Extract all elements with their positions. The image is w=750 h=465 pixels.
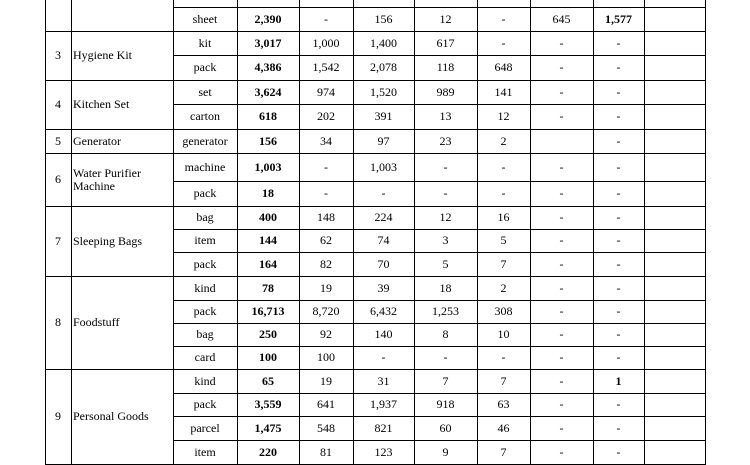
value-cell: 12 xyxy=(439,11,452,26)
value-cell: - xyxy=(616,109,621,123)
value-cell: - xyxy=(559,327,564,341)
value-cell: - xyxy=(616,60,621,74)
value-cell: - xyxy=(616,186,621,200)
item-number: 3 xyxy=(55,48,61,62)
unit-cell: kit xyxy=(198,35,212,50)
total-cell: 18 xyxy=(262,186,274,200)
value-cell: 2 xyxy=(500,133,507,148)
value-cell: 123 xyxy=(374,444,393,459)
total-cell: 164 xyxy=(259,256,277,271)
table-vertical-rule xyxy=(705,0,706,464)
item-name: Foodstuff xyxy=(73,315,120,329)
value-cell: 8,720 xyxy=(312,304,340,318)
value-cell: 23 xyxy=(439,133,452,148)
value-cell: 202 xyxy=(317,109,335,123)
value-cell: - xyxy=(443,350,448,364)
value-cell: 70 xyxy=(377,256,390,271)
value-cell: - xyxy=(559,60,564,74)
value-cell: 3 xyxy=(442,233,449,247)
value-cell: 141 xyxy=(494,84,513,99)
value-cell: - xyxy=(443,186,448,200)
value-cell: 224 xyxy=(374,210,393,224)
unit-cell: pack xyxy=(193,397,217,411)
value-cell: - xyxy=(616,159,621,174)
value-cell: - xyxy=(616,256,621,271)
value-cell: - xyxy=(559,109,564,123)
unit-cell: kind xyxy=(194,280,216,295)
value-cell: 1,000 xyxy=(312,35,340,50)
value-cell: - xyxy=(616,280,621,295)
value-cell: - xyxy=(501,159,506,174)
value-cell: - xyxy=(559,159,564,174)
value-cell: 63 xyxy=(497,397,510,411)
value-cell: - xyxy=(616,420,621,435)
value-cell: - xyxy=(616,444,621,459)
unit-cell: parcel xyxy=(190,420,220,435)
value-cell: - xyxy=(559,256,564,271)
value-cell xyxy=(353,0,414,7)
total-cell: 144 xyxy=(259,233,277,247)
value-cell: 31 xyxy=(377,373,390,388)
value-cell: - xyxy=(616,233,621,247)
value-cell xyxy=(414,0,477,7)
item-number: 8 xyxy=(55,315,61,329)
value-cell: 60 xyxy=(439,420,452,435)
item-name: Water Purifier Machine xyxy=(73,165,142,193)
value-cell: 97 xyxy=(377,133,390,148)
value-cell: 641 xyxy=(317,397,335,411)
total-cell: 400 xyxy=(259,210,277,224)
value-cell: 81 xyxy=(320,444,332,459)
value-cell: 5 xyxy=(500,233,507,247)
value-cell: 1,400 xyxy=(370,35,397,50)
value-cell: 2,078 xyxy=(370,60,397,74)
value-cell: - xyxy=(381,186,386,200)
total-cell: 3,017 xyxy=(254,35,282,50)
total-cell: 3,624 xyxy=(254,84,282,99)
unit-cell: carton xyxy=(190,109,220,123)
value-cell: - xyxy=(559,84,564,99)
value-cell xyxy=(530,129,593,153)
item-number: 4 xyxy=(55,97,61,111)
total-cell: 65 xyxy=(262,373,274,388)
value-cell: - xyxy=(324,11,328,26)
unit-cell: kind xyxy=(194,373,216,388)
unit-cell: machine xyxy=(184,159,226,174)
total-cell xyxy=(237,0,299,7)
value-cell: - xyxy=(616,350,621,364)
unit-cell: bag xyxy=(196,327,214,341)
value-cell: - xyxy=(559,444,564,459)
value-cell xyxy=(299,0,353,7)
value-cell: 1,542 xyxy=(312,60,340,74)
item-number xyxy=(45,0,71,31)
value-cell: 62 xyxy=(320,233,332,247)
value-cell: 1,003 xyxy=(370,159,397,174)
value-cell: 74 xyxy=(377,233,390,247)
total-cell: 4,386 xyxy=(254,60,282,74)
item-number: 7 xyxy=(55,233,61,248)
total-cell: 2,390 xyxy=(254,11,282,26)
value-cell: 617 xyxy=(436,35,455,50)
value-cell: - xyxy=(559,373,564,388)
item-name: Generator xyxy=(73,133,121,148)
value-cell: - xyxy=(616,304,621,318)
value-cell: 918 xyxy=(436,397,455,411)
total-cell: 3,559 xyxy=(254,397,282,411)
total-cell: 78 xyxy=(262,280,274,295)
value-cell: 19 xyxy=(320,373,332,388)
value-cell: 12 xyxy=(439,210,452,224)
total-cell: 250 xyxy=(259,327,277,341)
value-cell: - xyxy=(501,11,506,26)
value-cell: 6,432 xyxy=(370,304,397,318)
value-cell: - xyxy=(559,350,564,364)
value-cell: 92 xyxy=(320,327,332,341)
value-cell: 1,577 xyxy=(605,11,632,26)
unit-cell: generator xyxy=(182,133,228,148)
value-cell: - xyxy=(559,397,564,411)
value-cell: - xyxy=(616,84,621,99)
unit-cell xyxy=(173,0,237,7)
unit-cell: card xyxy=(194,350,216,364)
value-cell: - xyxy=(559,186,564,200)
value-cell: 645 xyxy=(552,11,571,26)
unit-cell: item xyxy=(194,444,216,459)
item-name: Hygiene Kit xyxy=(73,48,132,62)
total-cell: 100 xyxy=(259,350,277,364)
unit-cell: pack xyxy=(193,256,217,271)
unit-cell: bag xyxy=(196,210,214,224)
value-cell: - xyxy=(381,350,386,364)
value-cell: 156 xyxy=(374,11,393,26)
unit-cell: set xyxy=(198,84,212,99)
value-cell: 391 xyxy=(374,109,393,123)
value-cell: - xyxy=(559,35,564,50)
value-cell: 100 xyxy=(317,350,335,364)
unit-cell: pack xyxy=(193,304,217,318)
unit-cell: pack xyxy=(193,60,217,74)
value-cell: 82 xyxy=(320,256,332,271)
value-cell: - xyxy=(501,186,506,200)
value-cell xyxy=(593,0,644,7)
total-cell: 1,003 xyxy=(254,159,282,174)
value-cell: - xyxy=(559,210,564,224)
value-cell: 7 xyxy=(500,444,507,459)
value-cell: 1,520 xyxy=(370,84,397,99)
value-cell: 19 xyxy=(320,280,332,295)
value-cell: 8 xyxy=(442,327,449,341)
value-cell: - xyxy=(559,233,564,247)
item-name xyxy=(72,0,172,31)
value-cell: 1,937 xyxy=(370,397,397,411)
value-cell xyxy=(530,0,593,7)
total-cell: 156 xyxy=(259,133,277,148)
value-cell: 18 xyxy=(439,280,452,295)
item-number: 9 xyxy=(55,409,61,423)
value-cell: 34 xyxy=(320,133,332,148)
item-name: Kitchen Set xyxy=(73,97,130,111)
value-cell: 9 xyxy=(442,444,449,459)
value-cell: 148 xyxy=(317,210,335,224)
value-cell: - xyxy=(559,420,564,435)
value-cell: 1,253 xyxy=(432,304,459,318)
value-cell: 7 xyxy=(500,256,507,271)
value-cell: - xyxy=(501,350,506,364)
value-cell: 12 xyxy=(497,109,510,123)
value-cell: - xyxy=(443,159,448,174)
value-cell: - xyxy=(616,327,621,341)
value-cell: 1 xyxy=(615,373,622,388)
total-cell: 618 xyxy=(259,109,277,123)
value-cell: 308 xyxy=(494,304,513,318)
value-cell: 118 xyxy=(436,60,455,74)
value-cell: 989 xyxy=(436,84,455,99)
item-name: Sleeping Bags xyxy=(73,233,142,248)
value-cell: - xyxy=(501,35,506,50)
value-cell: 648 xyxy=(494,60,513,74)
total-cell: 1,475 xyxy=(254,420,282,435)
total-cell: 16,713 xyxy=(251,304,285,318)
value-cell: 548 xyxy=(317,420,335,435)
value-cell: 10 xyxy=(497,327,510,341)
value-cell: 13 xyxy=(439,109,452,123)
value-cell: 39 xyxy=(377,280,390,295)
value-cell: 2 xyxy=(500,280,507,295)
value-cell: 16 xyxy=(497,210,510,224)
unit-cell: item xyxy=(194,233,216,247)
table-vertical-rule xyxy=(644,0,645,464)
value-cell: 821 xyxy=(374,420,393,435)
value-cell: 5 xyxy=(442,256,449,271)
value-cell: 7 xyxy=(442,373,449,388)
value-cell: 140 xyxy=(374,327,393,341)
value-cell: 974 xyxy=(317,84,335,99)
unit-cell: sheet xyxy=(192,11,218,26)
unit-cell: pack xyxy=(193,186,217,200)
value-cell xyxy=(477,0,530,7)
value-cell: - xyxy=(616,35,621,50)
item-name: Personal Goods xyxy=(73,409,149,423)
value-cell: - xyxy=(616,210,621,224)
item-number: 5 xyxy=(55,133,61,148)
value-cell: - xyxy=(324,159,328,174)
value-cell: - xyxy=(559,304,564,318)
value-cell: - xyxy=(616,133,621,148)
total-cell: 220 xyxy=(259,444,277,459)
value-cell: - xyxy=(559,280,564,295)
value-cell: - xyxy=(616,397,621,411)
value-cell: - xyxy=(324,186,328,200)
value-cell: 46 xyxy=(497,420,510,435)
item-number: 6 xyxy=(55,172,61,186)
value-cell: 7 xyxy=(500,373,507,388)
